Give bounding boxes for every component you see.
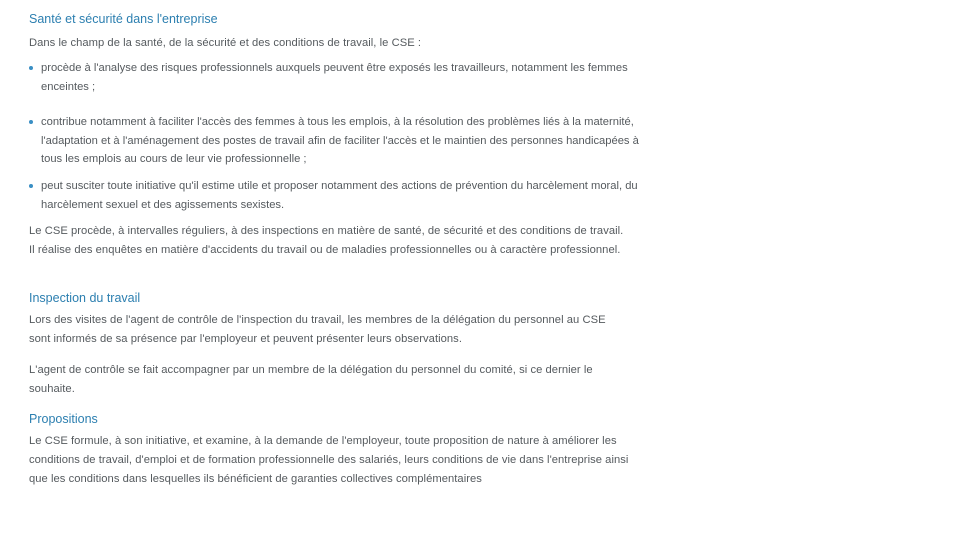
- health-intro: Dans le champ de la santé, de la sécurité et des conditions de travail, le CSE :: [29, 37, 422, 49]
- bullet-icon: [29, 120, 33, 124]
- section-title-proposals: Propositions: [29, 412, 98, 426]
- list-item: [29, 59, 641, 96]
- proposals-paragraph: Le CSE formule, à son initiative, et examine, à la demande de l'employeur, toute proposition de nature à améliorer les conditions de travail, d'emploi et de formation professionnelle des salariés, leurs conditions de vie dans l'entreprise ainsi que les conditions dans lesquelles ils bénéficient de garanties collectives complémentaires: [29, 435, 629, 485]
- bullet-icon: [29, 66, 33, 70]
- list-item-text: procède à l'analyse des risques professionnels auxquels peuvent être exposés les travailleurs, notamment les femmes enceintes ;: [41, 62, 628, 93]
- list-item: [29, 177, 641, 214]
- list-item-text: contribue notamment à faciliter l'accès des femmes à tous les emplois, à la résolution des problèmes liés à la maternité, l'adaptation et à l'aménagement des postes de travail afin de faciliter l'accès et le maintien des personnes handicapées à tous les emplois au cours de leur vie professionnelle ;: [41, 116, 639, 165]
- inspection-paragraph-1: Lors des visites de l'agent de contrôle de l'inspection du travail, les membres de la délégation du personnel au CSE sont informés de sa présence par l'employeur et peuvent présenter leurs observations.: [29, 314, 606, 345]
- health-closing-paragraph: Le CSE procède, à intervalles réguliers, à des inspections en matière de santé, de sécurité et des conditions de travail. Il réalise des enquêtes en matière d'accidents du travail ou de maladies professionnelles ou à caractère professionnel.: [29, 225, 624, 256]
- inspection-paragraph-2: L'agent de contrôle se fait accompagner par un membre de la délégation du personnel du comité, si ce dernier le souhaite.: [29, 364, 593, 395]
- list-item-text: peut susciter toute initiative qu'il estime utile et proposer notamment des actions de prévention du harcèlement moral, du harcèlement sexuel et des agissements sexistes.: [41, 180, 638, 211]
- section-title-inspection: Inspection du travail: [29, 291, 141, 305]
- list-item: [29, 113, 641, 169]
- bullet-icon: [29, 184, 33, 188]
- section-title-health: Santé et sécurité dans l'entreprise: [29, 12, 218, 26]
